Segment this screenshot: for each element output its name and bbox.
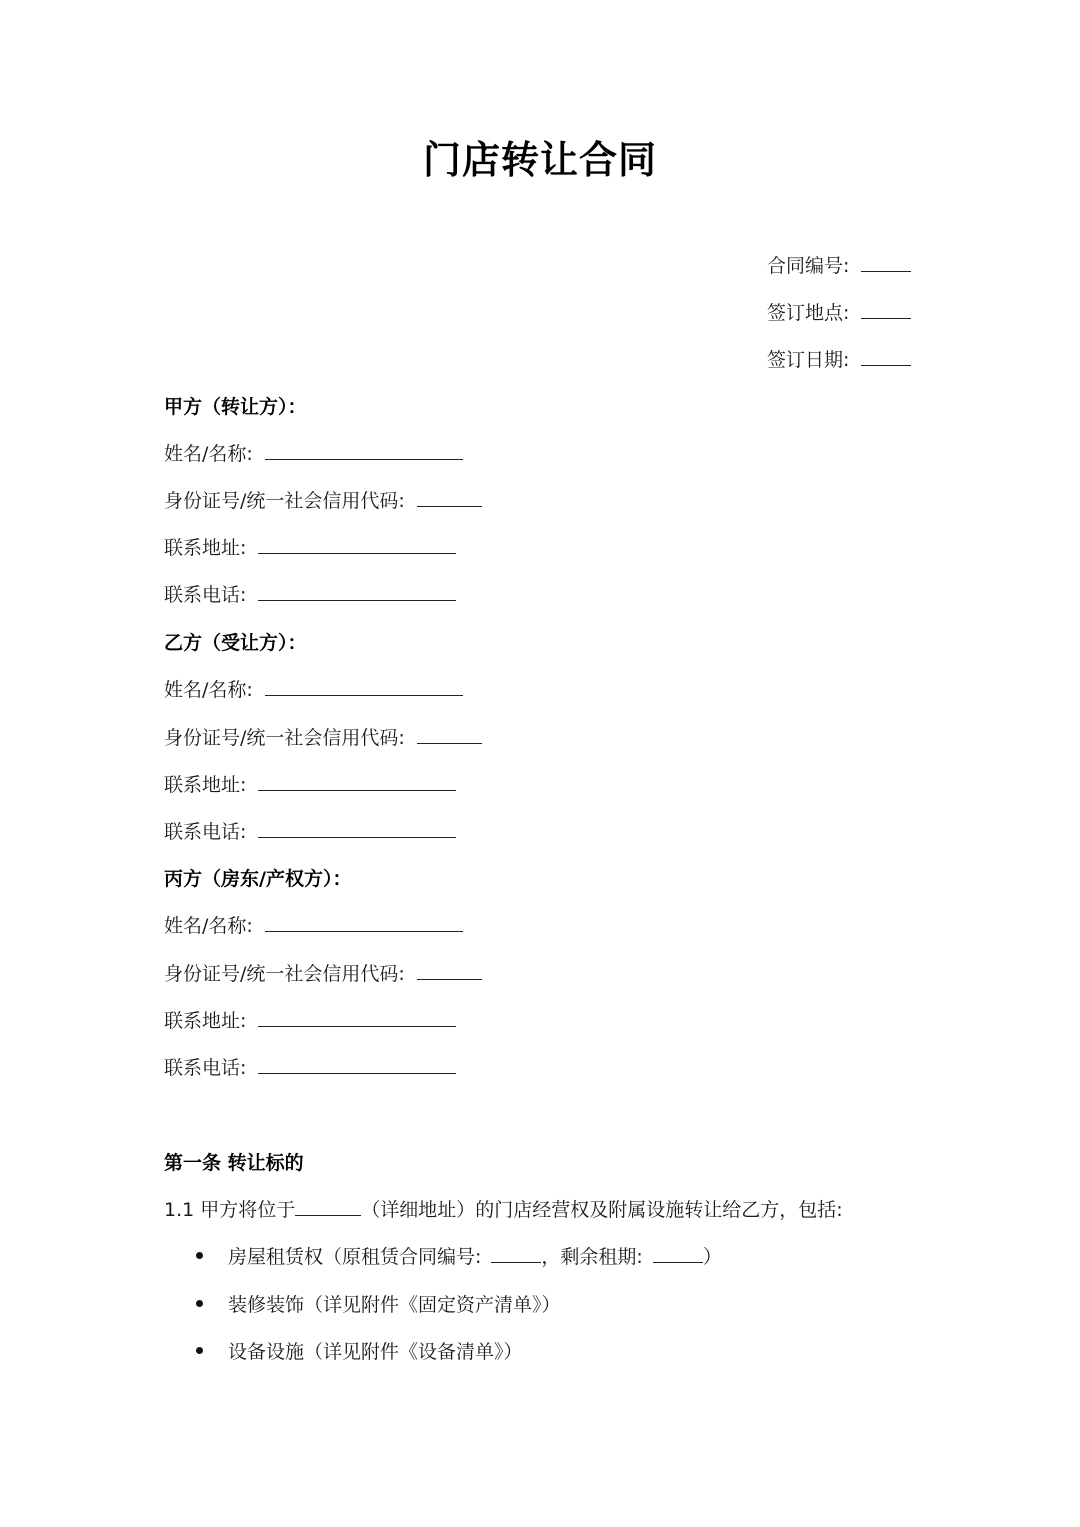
party-c-address-field (164, 1008, 456, 1034)
party-c-id-blank[interactable] (417, 961, 482, 980)
sign-date-blank[interactable] (861, 347, 911, 366)
contract-number-label: 合同编号: (767, 255, 850, 277)
sign-place-field (767, 300, 911, 326)
sign-date-label: 签订日期: (767, 349, 850, 371)
party-b-address-field (164, 772, 456, 798)
party-a-heading: 甲方（转让方）： (164, 396, 307, 418)
party-b-phone-blank[interactable] (258, 819, 456, 838)
party-b-name-label: 姓名/名称: (164, 679, 253, 701)
party-c-address-label: 联系地址: (164, 1010, 247, 1032)
party-a-phone-field (164, 582, 456, 608)
bullet-item-equipment (196, 1339, 523, 1365)
party-a-address-field (164, 535, 456, 561)
party-a-id-blank[interactable] (417, 488, 482, 507)
party-c-address-blank[interactable] (258, 1008, 456, 1027)
party-b-heading: 乙方（受让方）： (164, 632, 307, 654)
address-blank[interactable] (295, 1197, 361, 1216)
party-c-id-label: 身份证号/统一社会信用代码: (164, 963, 405, 985)
party-b-phone-field (164, 819, 456, 845)
party-c-name-blank[interactable] (265, 913, 463, 932)
party-a-phone-blank[interactable] (258, 582, 456, 601)
party-b-id-blank[interactable] (417, 725, 482, 744)
party-b-id-label: 身份证号/统一社会信用代码: (164, 727, 405, 749)
article-1-heading: 第一条 转让标的 (164, 1152, 304, 1174)
party-a-name-label: 姓名/名称: (164, 443, 253, 465)
contract-number-blank[interactable] (861, 253, 911, 272)
document-title: 门店转让合同 (422, 138, 657, 182)
party-c-name-label: 姓名/名称: (164, 915, 253, 937)
clause-1-1-prefix: 1.1 甲方将位于 (164, 1199, 296, 1221)
remaining-term-blank[interactable] (653, 1244, 703, 1263)
party-a-id-field (164, 488, 482, 514)
bullet-icon (196, 1347, 203, 1354)
party-b-name-blank[interactable] (265, 677, 463, 696)
party-c-heading: 丙方（房东/产权方）： (164, 868, 352, 890)
lease-contract-number-blank[interactable] (491, 1244, 541, 1263)
sign-date-field (767, 347, 911, 373)
party-c-phone-blank[interactable] (258, 1055, 456, 1074)
party-c-phone-label: 联系电话: (164, 1057, 247, 1079)
sign-place-blank[interactable] (861, 300, 911, 319)
bullet-decoration-text: 装修装饰（详见附件《固定资产清单》） (228, 1294, 561, 1316)
bullet-item-lease (196, 1244, 722, 1270)
party-a-address-blank[interactable] (258, 535, 456, 554)
bullet-icon (196, 1252, 203, 1259)
bullet-item-decoration (196, 1292, 561, 1318)
party-c-name-field (164, 913, 463, 939)
bullet-equipment-text: 设备设施（详见附件《设备清单》） (228, 1341, 523, 1363)
clause-1-1-suffix: （详细地址）的门店经营权及附属设施转让给乙方，包括: (361, 1199, 843, 1221)
bullet-lease-prefix: 房屋租赁权（原租赁合同编号: (228, 1246, 482, 1268)
bullet-lease-suffix: ） (702, 1246, 722, 1268)
party-b-id-field (164, 725, 482, 751)
clause-1-1 (164, 1197, 843, 1223)
party-a-id-label: 身份证号/统一社会信用代码: (164, 490, 405, 512)
bullet-icon (196, 1300, 203, 1307)
party-a-phone-label: 联系电话: (164, 584, 247, 606)
party-c-id-field (164, 961, 482, 987)
contract-number-field (767, 253, 911, 279)
party-a-name-blank[interactable] (265, 441, 463, 460)
party-b-address-blank[interactable] (258, 772, 456, 791)
party-b-phone-label: 联系电话: (164, 821, 247, 843)
party-b-name-field (164, 677, 463, 703)
party-b-address-label: 联系地址: (164, 774, 247, 796)
bullet-lease-middle: ，剩余租期: (541, 1246, 643, 1268)
sign-place-label: 签订地点: (767, 302, 850, 324)
party-a-address-label: 联系地址: (164, 537, 247, 559)
party-a-name-field (164, 441, 463, 467)
party-c-phone-field (164, 1055, 456, 1081)
